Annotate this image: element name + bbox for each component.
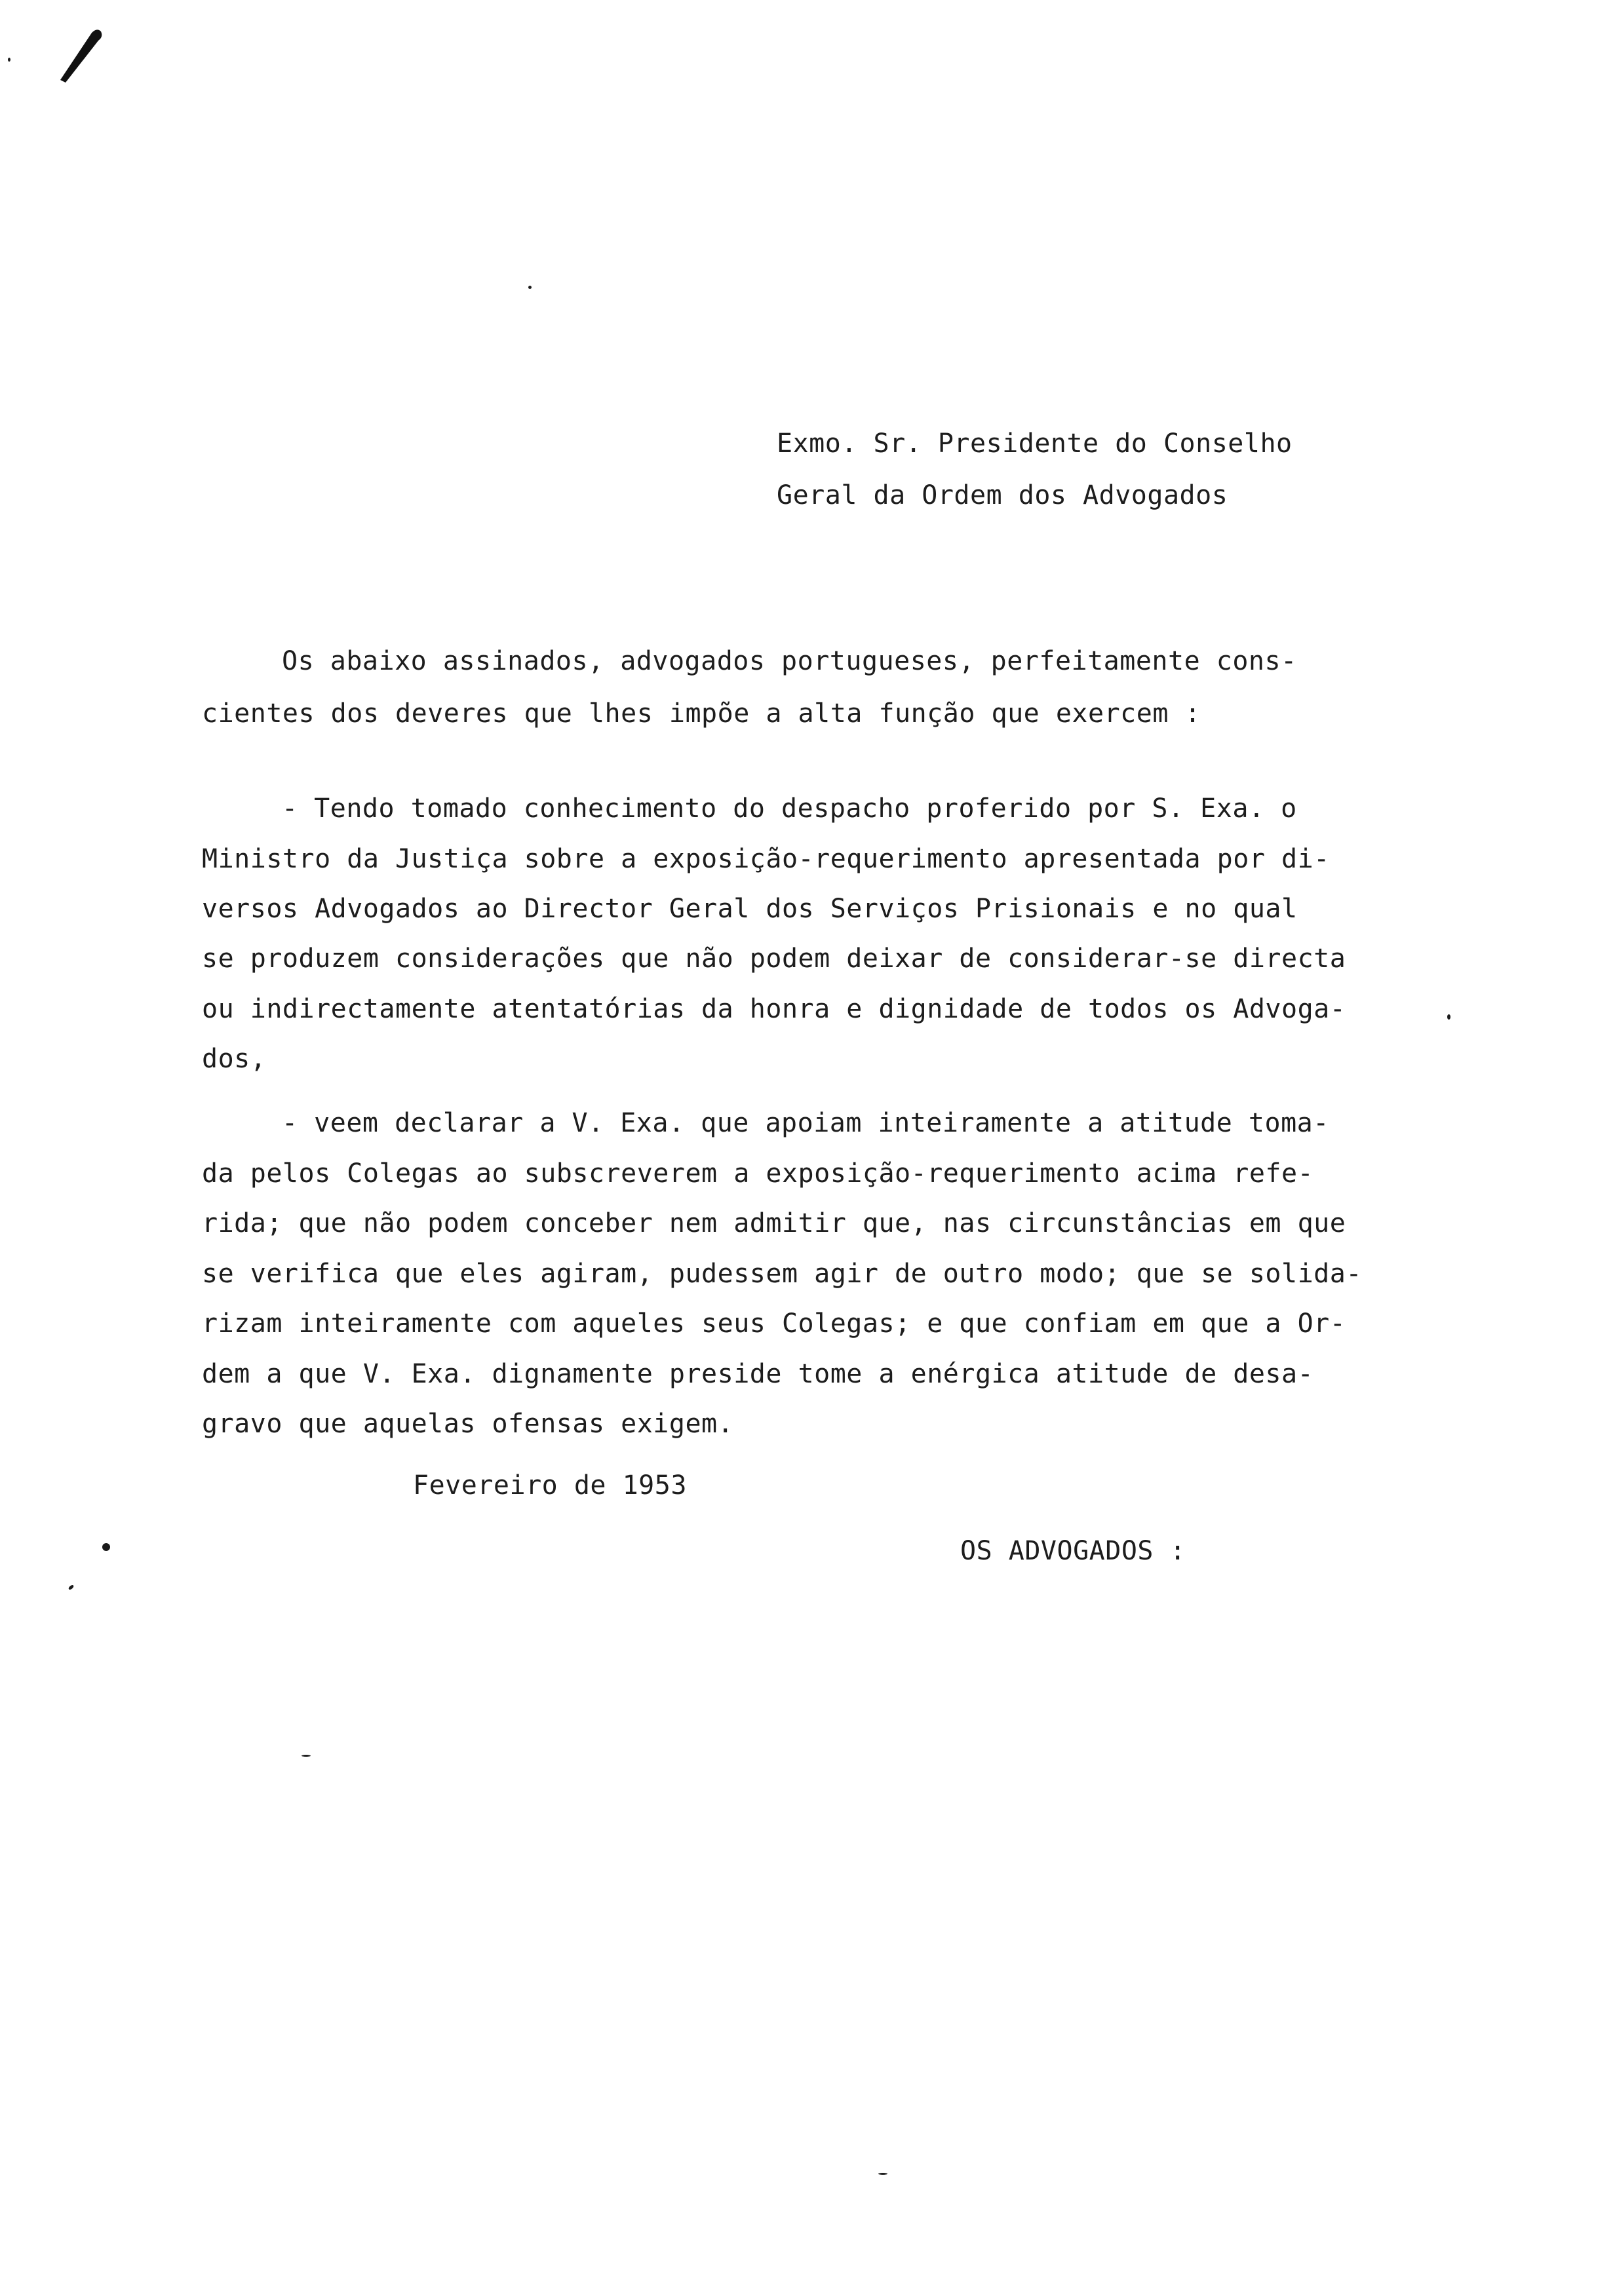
scan-speck xyxy=(528,286,532,289)
paragraph-1-line-6: dos, xyxy=(202,1044,267,1074)
ink-mark-top-left xyxy=(46,20,118,92)
paragraph-2-line-1: - veem declarar a V. Exa. que apoiam inteiramente a atitude toma- xyxy=(282,1108,1329,1138)
signatories-heading: OS ADVOGADOS : xyxy=(960,1536,1186,1566)
scan-speck xyxy=(878,2173,887,2175)
paragraph-1-line-2: Ministro da Justiça sobre a exposição-requerimento apresentada por di- xyxy=(202,844,1330,874)
paragraph-2-line-3: rida; que não podem conceber nem admitir que, nas circunstâncias em que xyxy=(202,1208,1346,1238)
addressee-line-2: Geral da Ordem dos Advogados xyxy=(777,480,1228,510)
scan-speck xyxy=(102,1543,110,1551)
scan-speck xyxy=(68,1584,74,1591)
document-date: Fevereiro de 1953 xyxy=(413,1470,687,1501)
intro-line-2: cientes dos deveres que lhes impõe a alta função que exercem : xyxy=(202,698,1201,729)
paragraph-2-line-7: gravo que aquelas ofensas exigem. xyxy=(202,1409,734,1439)
paragraph-1-line-3: versos Advogados ao Director Geral dos Serviços Prisionais e no qual xyxy=(202,894,1298,924)
scan-speck xyxy=(8,58,10,62)
paragraph-2-line-2: da pelos Colegas ao subscreverem a exposição-requerimento acima refe- xyxy=(202,1158,1314,1189)
intro-line-1: Os abaixo assinados, advogados portugueses, perfeitamente cons- xyxy=(282,646,1297,676)
scan-speck xyxy=(302,1755,311,1757)
paragraph-1-line-1: - Tendo tomado conhecimento do despacho proferido por S. Exa. o xyxy=(282,794,1297,824)
paragraph-2-line-5: rizam inteiramente com aqueles seus Colegas; e que confiam em que a Or- xyxy=(202,1309,1346,1339)
paragraph-1-line-5: ou indirectamente atentatórias da honra e dignidade de todos os Advoga- xyxy=(202,994,1346,1024)
addressee-line-1: Exmo. Sr. Presidente do Conselho xyxy=(777,429,1293,459)
scan-speck xyxy=(1447,1014,1450,1020)
paragraph-2-line-6: dem a que V. Exa. dignamente preside tome a enérgica atitude de desa- xyxy=(202,1359,1314,1389)
paragraph-1-line-4: se produzem considerações que não podem deixar de considerar-se directa xyxy=(202,944,1346,974)
paragraph-2-line-4: se verifica que eles agiram, pudessem agir de outro modo; que se solida- xyxy=(202,1259,1362,1289)
